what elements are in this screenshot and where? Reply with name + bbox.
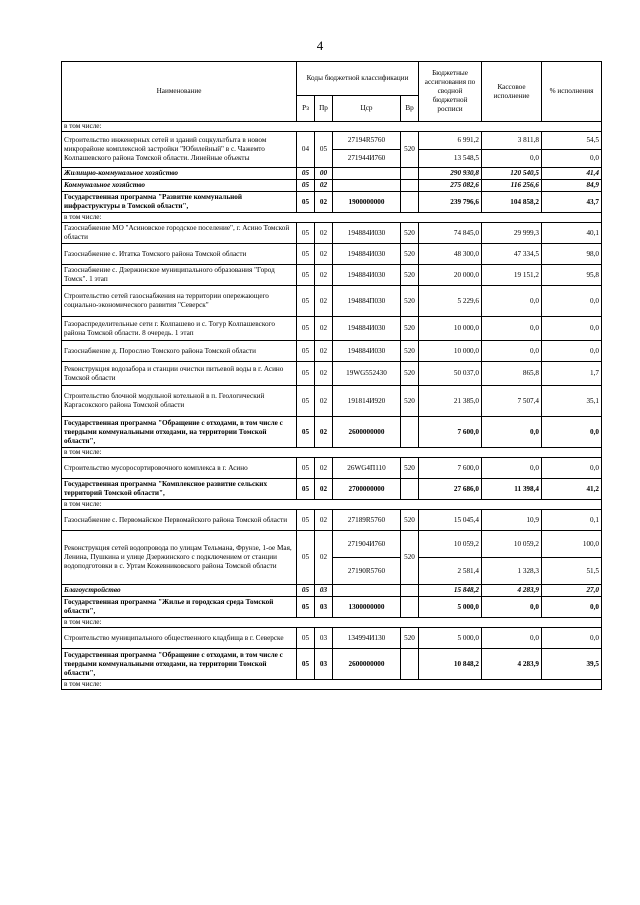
row-vr: 520: [401, 386, 419, 417]
row-pr: 02: [315, 286, 333, 317]
row-csr: 1300000000: [333, 597, 401, 618]
row-vr: [401, 417, 419, 448]
row-rz: 05: [297, 362, 315, 386]
row-name: Коммунальное хозяйство: [62, 180, 297, 192]
row-pr: 02: [315, 265, 333, 286]
row-csr: 1900000000: [333, 192, 401, 213]
row-csr: 194884И030: [333, 223, 401, 244]
row-name: Государственная программа "Жилье и городская среда Томской области",: [62, 597, 297, 618]
row-csr: 271944И760: [333, 150, 401, 168]
row-cash: 1 328,3: [482, 558, 542, 585]
row-pr: 02: [315, 362, 333, 386]
row-vr: 520: [401, 341, 419, 362]
subheader-row: [62, 618, 602, 628]
row-csr: 191814И920: [333, 386, 401, 417]
row-pr: 03: [315, 585, 333, 597]
row-pr: 02: [315, 192, 333, 213]
row-allocation: 48 300,0: [419, 244, 482, 265]
row-rz: 05: [297, 244, 315, 265]
row-rz: 05: [297, 458, 315, 479]
row-rz: 05: [297, 265, 315, 286]
table-row: [62, 458, 602, 479]
row-vr: [401, 180, 419, 192]
row-cash: 0,0: [482, 458, 542, 479]
row-vr: 520: [401, 628, 419, 649]
row-csr: 271904И760: [333, 531, 401, 558]
row-name: Государственная программа "Комплексное развитие сельских территорий Томской области",: [62, 479, 297, 500]
row-vr: [401, 585, 419, 597]
row-rz: 05: [297, 597, 315, 618]
row-percent: 43,7: [542, 192, 602, 213]
table-row: [62, 180, 602, 192]
table-row: [62, 192, 602, 213]
row-csr: [333, 585, 401, 597]
row-percent: 84,9: [542, 180, 602, 192]
row-allocation: 275 082,6: [419, 180, 482, 192]
row-pr: 02: [315, 341, 333, 362]
row-rz: 05: [297, 341, 315, 362]
row-rz: 05: [297, 317, 315, 341]
row-percent: 54,5: [542, 132, 602, 150]
row-pr: 02: [315, 180, 333, 192]
row-rz: 05: [297, 628, 315, 649]
row-pr: 02: [315, 510, 333, 531]
row-rz: 05: [297, 386, 315, 417]
row-percent: 27,0: [542, 585, 602, 597]
row-allocation: 6 991,2: [419, 132, 482, 150]
row-name: Газоснабжение с. Первомайское Первомайского района Томской области: [62, 510, 297, 531]
row-pr: 03: [315, 628, 333, 649]
header-name: Наименование: [62, 62, 297, 122]
subheader-label: в том числе:: [62, 500, 602, 510]
row-pr: 02: [315, 317, 333, 341]
header-allocations: Бюджетные ассигнования по сводной бюджетной росписи: [419, 62, 482, 122]
row-pr: 03: [315, 649, 333, 680]
table-row: [62, 265, 602, 286]
row-allocation: 10 000,0: [419, 341, 482, 362]
row-percent: 0,0: [542, 317, 602, 341]
table-row: [62, 244, 602, 265]
row-name: Реконструкция водозабора и станции очистки питьевой воды в г. Асино Томской области: [62, 362, 297, 386]
page-number: 4: [316, 38, 324, 53]
row-allocation: 7 600,0: [419, 417, 482, 448]
row-allocation: 5 000,0: [419, 597, 482, 618]
row-name: Реконструкция сетей водопровода по улицам Тельмана, Фрунзе, 1-ое Мая, Ленина, Пушкина и улице Дзержинского с подключением от станции водоподготовки в с. Уртам Кожевниковского района Томской области: [62, 531, 297, 585]
subheader-row: [62, 500, 602, 510]
row-csr: 194884П030: [333, 286, 401, 317]
subheader-row: [62, 122, 602, 132]
row-cash: 11 398,4: [482, 479, 542, 500]
budget-table: [61, 61, 602, 690]
row-vr: 520: [401, 510, 419, 531]
row-allocation: 5 000,0: [419, 628, 482, 649]
row-rz: 05: [297, 649, 315, 680]
row-name: Государственная программа "Развитие коммунальной инфраструктуры в Томской области",: [62, 192, 297, 213]
row-pr: 02: [315, 479, 333, 500]
row-csr: 194884И030: [333, 265, 401, 286]
row-vr: 520: [401, 317, 419, 341]
header-codes: Коды бюджетной классификации: [297, 62, 419, 96]
row-name: Строительство муниципального общественного кладбища в г. Северске: [62, 628, 297, 649]
row-name: Государственная программа "Обращение с отходами, в том числе с твердыми коммунальными отходами, на территории Томской области",: [62, 417, 297, 448]
table-row: [62, 132, 602, 150]
row-cash: 0,0: [482, 417, 542, 448]
row-allocation: 10 848,2: [419, 649, 482, 680]
table-row: [62, 168, 602, 180]
row-vr: [401, 168, 419, 180]
row-allocation: 15 045,4: [419, 510, 482, 531]
header-percent: % исполнения: [542, 62, 602, 122]
row-cash: 4 283,9: [482, 585, 542, 597]
row-name: Газоснабжение д. Порослно Томского района Томской области: [62, 341, 297, 362]
row-rz: 05: [297, 286, 315, 317]
row-allocation: 10 000,0: [419, 317, 482, 341]
row-cash: 120 540,5: [482, 168, 542, 180]
row-allocation: 10 059,2: [419, 531, 482, 558]
row-csr: 2600000000: [333, 417, 401, 448]
row-csr: 194884И030: [333, 317, 401, 341]
row-csr: 194884И030: [333, 341, 401, 362]
subheader-row: [62, 448, 602, 458]
row-cash: 4 283,9: [482, 649, 542, 680]
row-vr: 520: [401, 223, 419, 244]
row-pr: 05: [315, 132, 333, 168]
row-cash: 0,0: [482, 286, 542, 317]
row-percent: 1,7: [542, 362, 602, 386]
row-percent: 39,5: [542, 649, 602, 680]
row-cash: 10,9: [482, 510, 542, 531]
row-percent: 0,0: [542, 417, 602, 448]
row-allocation: 20 000,0: [419, 265, 482, 286]
row-cash: 3 811,8: [482, 132, 542, 150]
header-rz: Рз: [297, 96, 315, 122]
subheader-label: в том числе:: [62, 122, 602, 132]
row-name: Строительство мусоросортировочного комплекса в г. Асино: [62, 458, 297, 479]
row-vr: 520: [401, 362, 419, 386]
table-row: [62, 223, 602, 244]
row-allocation: 239 796,6: [419, 192, 482, 213]
row-cash: 0,0: [482, 341, 542, 362]
row-vr: [401, 479, 419, 500]
row-vr: 520: [401, 286, 419, 317]
row-csr: 2700000000: [333, 479, 401, 500]
row-name: Жилищно-коммунальное хозяйство: [62, 168, 297, 180]
row-cash: 47 334,5: [482, 244, 542, 265]
row-allocation: 290 930,8: [419, 168, 482, 180]
row-cash: 0,0: [482, 150, 542, 168]
row-vr: [401, 597, 419, 618]
subheader-label: в том числе:: [62, 213, 602, 223]
row-allocation: 5 229,6: [419, 286, 482, 317]
table-row: [62, 531, 602, 558]
row-allocation: 50 037,0: [419, 362, 482, 386]
row-percent: 95,8: [542, 265, 602, 286]
header-pr: Пр: [315, 96, 333, 122]
row-cash: 19 151,2: [482, 265, 542, 286]
row-vr: 520: [401, 531, 419, 585]
row-csr: 194884И030: [333, 244, 401, 265]
row-vr: 520: [401, 265, 419, 286]
row-percent: 0,0: [542, 628, 602, 649]
row-vr: 520: [401, 458, 419, 479]
row-rz: 05: [297, 168, 315, 180]
row-name: Строительство инженерных сетей и зданий соцкультбыта в новом микрорайоне комплексной застройки "Юбилейный" в с. Чажемто Колпашевского района Томской области. Линейные объекты: [62, 132, 297, 168]
row-pr: 00: [315, 168, 333, 180]
row-pr: 03: [315, 597, 333, 618]
table-row: [62, 628, 602, 649]
row-allocation: 21 385,0: [419, 386, 482, 417]
row-name: Строительство блочной модульной котельной в п. Геологический Каргасокского района Томской области: [62, 386, 297, 417]
row-pr: 02: [315, 531, 333, 585]
row-csr: [333, 180, 401, 192]
row-percent: 35,1: [542, 386, 602, 417]
row-percent: 51,5: [542, 558, 602, 585]
row-pr: 02: [315, 244, 333, 265]
row-csr: 26WG4П110: [333, 458, 401, 479]
subheader-label: в том числе:: [62, 618, 602, 628]
row-allocation: 74 845,0: [419, 223, 482, 244]
row-rz: 04: [297, 132, 315, 168]
row-csr: 27189R5760: [333, 510, 401, 531]
row-rz: 05: [297, 510, 315, 531]
table-row: [62, 341, 602, 362]
row-cash: 0,0: [482, 628, 542, 649]
row-percent: 41,4: [542, 168, 602, 180]
row-allocation: 7 600,0: [419, 458, 482, 479]
row-vr: [401, 649, 419, 680]
subheader-row: [62, 213, 602, 223]
row-percent: 0,0: [542, 150, 602, 168]
row-cash: 116 256,6: [482, 180, 542, 192]
table-row: [62, 362, 602, 386]
row-percent: 41,2: [542, 479, 602, 500]
row-cash: 7 507,4: [482, 386, 542, 417]
row-rz: 05: [297, 223, 315, 244]
table-row: [62, 510, 602, 531]
row-name: Газоснабжение с. Дзержинское муниципального образования "Город Томск". 1 этап: [62, 265, 297, 286]
row-percent: 0,0: [542, 458, 602, 479]
row-csr: [333, 168, 401, 180]
row-name: Строительство сетей газоснабжения на территории опережающего социально-экономического развития "Северск": [62, 286, 297, 317]
row-csr: 27190R5760: [333, 558, 401, 585]
row-csr: 19WG552430: [333, 362, 401, 386]
row-name: Газоснабжение с. Итатка Томского района Томской области: [62, 244, 297, 265]
row-name: Газоснабжение МО "Асиновское городское поселение", г. Асино Томской области: [62, 223, 297, 244]
table-body: [62, 122, 602, 690]
row-cash: 0,0: [482, 317, 542, 341]
row-csr: 27194R5760: [333, 132, 401, 150]
table-row: [62, 386, 602, 417]
row-percent: 0,0: [542, 341, 602, 362]
header-cash: Кассовое исполнение: [482, 62, 542, 122]
row-cash: 29 999,3: [482, 223, 542, 244]
row-rz: 05: [297, 531, 315, 585]
row-rz: 05: [297, 585, 315, 597]
row-rz: 05: [297, 180, 315, 192]
subheader-label: в том числе:: [62, 680, 602, 690]
row-name: Газораспределительные сети г. Колпашево и с. Тогур Колпашевского района Томской области. 8 очередь. 1 этап: [62, 317, 297, 341]
row-name: Государственная программа "Обращение с отходами, в том числе с твердыми коммунальными отходами, на территории Томской области",: [62, 649, 297, 680]
header-vr: Вр: [401, 96, 419, 122]
table-row: [62, 597, 602, 618]
row-percent: 98,0: [542, 244, 602, 265]
table-row: [62, 317, 602, 341]
row-percent: 0,1: [542, 510, 602, 531]
row-rz: 05: [297, 417, 315, 448]
table-row: [62, 417, 602, 448]
row-name: Благоустройство: [62, 585, 297, 597]
row-pr: 02: [315, 223, 333, 244]
row-allocation: 2 581,4: [419, 558, 482, 585]
row-percent: 40,1: [542, 223, 602, 244]
row-allocation: 15 848,2: [419, 585, 482, 597]
table-row: [62, 479, 602, 500]
row-vr: 520: [401, 244, 419, 265]
row-pr: 02: [315, 386, 333, 417]
row-cash: 865,8: [482, 362, 542, 386]
row-allocation: 27 686,0: [419, 479, 482, 500]
row-cash: 0,0: [482, 597, 542, 618]
row-allocation: 13 548,5: [419, 150, 482, 168]
row-cash: 104 858,2: [482, 192, 542, 213]
row-csr: 134994И130: [333, 628, 401, 649]
subheader-label: в том числе:: [62, 448, 602, 458]
row-percent: 0,0: [542, 597, 602, 618]
subheader-row: [62, 680, 602, 690]
table-row: [62, 286, 602, 317]
row-vr: [401, 192, 419, 213]
table-row: [62, 649, 602, 680]
table-row: [62, 585, 602, 597]
row-percent: 100,0: [542, 531, 602, 558]
row-rz: 05: [297, 479, 315, 500]
row-vr: 520: [401, 132, 419, 168]
row-rz: 05: [297, 192, 315, 213]
row-pr: 02: [315, 458, 333, 479]
row-pr: 02: [315, 417, 333, 448]
header-csr: Цср: [333, 96, 401, 122]
row-cash: 10 059,2: [482, 531, 542, 558]
row-percent: 0,0: [542, 286, 602, 317]
row-csr: 2600000000: [333, 649, 401, 680]
